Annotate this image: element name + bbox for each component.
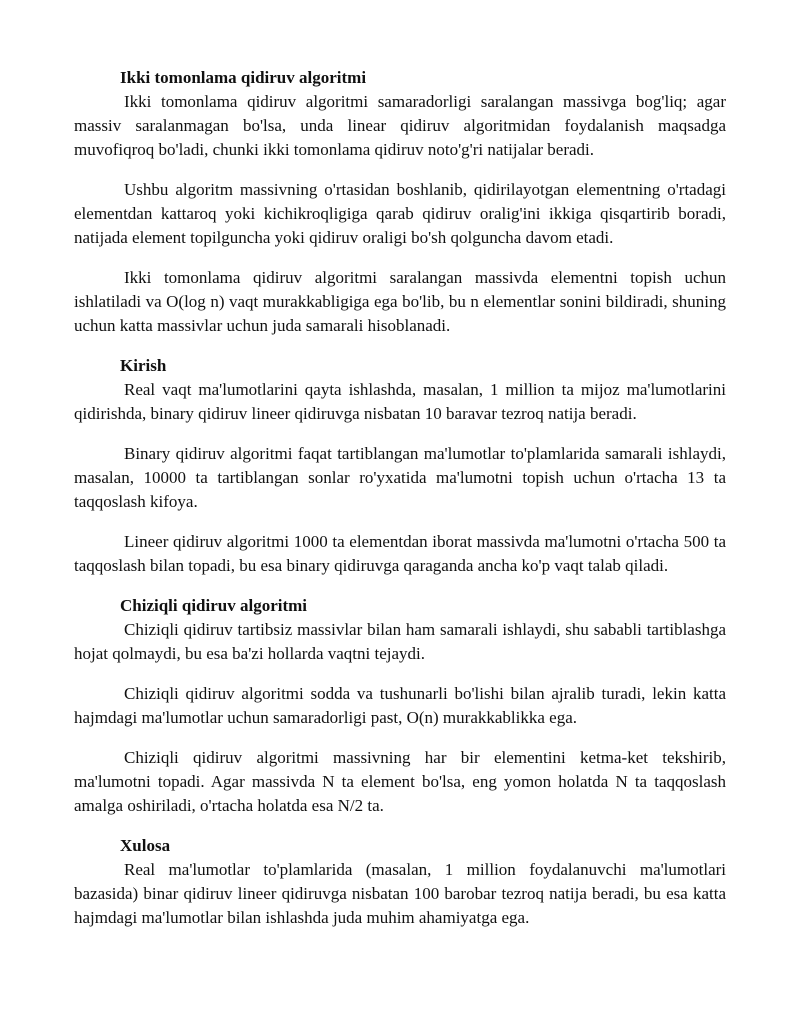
section-heading: Chiziqli qidiruv algoritmi	[120, 596, 308, 615]
section-binary-search	[74, 66, 726, 338]
paragraph: Real vaqt ma'lumotlarini qayta ishlashda, masalan, 1 million ta mijoz ma'lumotlarini qidirishda, binary qidiruv lineer qidiruvga nisbatan 10 baravar tezroq natija beradi.	[74, 380, 726, 423]
paragraph: Ikki tomonlama qidiruv algoritmi samaradorligi saralangan massivga bog'liq; agar massiv saralanmagan bo'lsa, unda linear qidiruv algoritmidan foydalanish maqsadga muvofiqroq bo'ladi, chunki ikki tomonlama qidiruv noto'g'ri natijalar beradi.	[74, 92, 726, 159]
paragraph: Lineer qidiruv algoritmi 1000 ta elementdan iborat massivda ma'lumotni o'rtacha 500 ta taqqoslash bilan topadi, bu esa binary qidiruvga qaraganda ancha ko'p vaqt talab qiladi.	[74, 532, 726, 575]
section-introduction	[74, 354, 726, 578]
paragraph: Binary qidiruv algoritmi faqat tartiblangan ma'lumotlar to'plamlarida samarali ishlaydi, masalan, 10000 ta tartiblangan sonlar ro'yxatida ma'lumotni topish uchun o'rtacha 13 ta taqqoslash kifoya.	[74, 444, 726, 511]
paragraph: Ikki tomonlama qidiruv algoritmi saralangan massivda elementni topish uchun ishlatiladi va O(log n) vaqt murakkabligiga ega bo'lib, bu n elementlar sonini bildiradi, shuning uchun katta massivlar uchun juda samarali hisoblanadi.	[74, 268, 726, 335]
section-linear-search	[74, 594, 726, 818]
section-heading: Xulosa	[120, 836, 171, 855]
paragraph: Chiziqli qidiruv algoritmi sodda va tushunarli bo'lishi bilan ajralib turadi, lekin katta hajmdagi ma'lumotlar uchun samaradorligi past, O(n) murakkablikka ega.	[74, 684, 726, 727]
section-heading: Ikki tomonlama qidiruv algoritmi	[120, 68, 367, 87]
section-heading: Kirish	[120, 356, 167, 375]
paragraph: Chiziqli qidiruv tartibsiz massivlar bilan ham samarali ishlaydi, shu sababli tartiblashga hojat qolmaydi, bu esa ba'zi hollarda vaqtni tejaydi.	[74, 620, 726, 663]
paragraph: Ushbu algoritm massivning o'rtasidan boshlanib, qidirilayotgan elementning o'rtadagi elementdan kattaroq yoki kichikroqligiga qarab qidiruv oralig'ini ikkiga qisqartirib boradi, natijada element topilguncha yoki qidiruv oraligi bo'sh qolguncha davom etadi.	[74, 180, 726, 247]
paragraph: Real ma'lumotlar to'plamlarida (masalan, 1 million foydalanuvchi ma'lumotlari bazasida) binar qidiruv lineer qidiruvga nisbatan 100 barobar tezroq natija beradi, bu esa katta hajmdagi ma'lumotlar bilan ishlashda juda muhim ahamiyatga ega.	[74, 860, 726, 927]
paragraph: Chiziqli qidiruv algoritmi massivning har bir elementini ketma-ket tekshirib, ma'lumotni topadi. Agar massivda N ta element bo'lsa, eng yomon holatda N ta taqqoslash amalga oshiriladi, o'rtacha holatda esa N/2 ta.	[74, 748, 726, 815]
section-conclusion	[74, 834, 726, 930]
